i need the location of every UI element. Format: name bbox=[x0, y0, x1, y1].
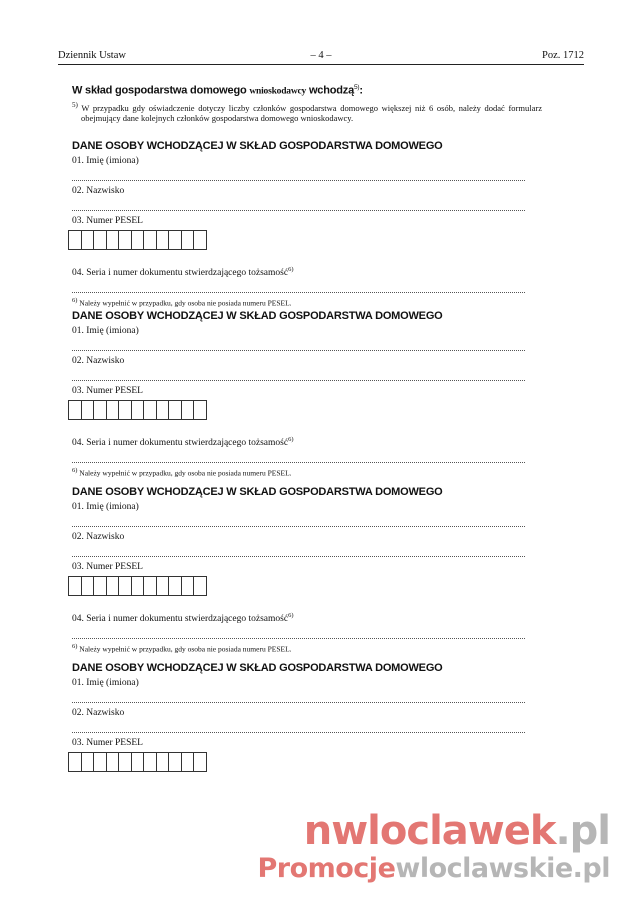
watermark-logo-line-1: nwloclawek.pl bbox=[303, 808, 610, 854]
household-member-section-3 bbox=[72, 486, 542, 654]
pesel-footnote: $^{6)}$ Należy wypełnić w przypadku, gdy osoba nie posiada numeru PESEL. bbox=[72, 467, 292, 478]
pesel-digit-box[interactable] bbox=[93, 230, 107, 250]
pesel-digit-box[interactable] bbox=[131, 576, 145, 596]
page-number: – 4 – bbox=[310, 50, 332, 61]
document-field[interactable] bbox=[72, 626, 525, 639]
pesel-digit-box[interactable] bbox=[156, 230, 170, 250]
document-field[interactable] bbox=[72, 450, 525, 463]
pesel-digit-box[interactable] bbox=[81, 576, 95, 596]
pesel-digit-box[interactable] bbox=[68, 752, 82, 772]
pesel-digit-box[interactable] bbox=[181, 400, 195, 420]
section-title: DANE OSOBY WCHODZĄCEJ W SKŁAD GOSPODARSTWA DOMOWEGO bbox=[72, 310, 443, 322]
pesel-digit-box[interactable] bbox=[106, 752, 120, 772]
last-name-field[interactable] bbox=[72, 544, 525, 557]
first-name-label: 01. Imię (imiona) bbox=[72, 156, 139, 166]
pesel-digit-box[interactable] bbox=[143, 400, 157, 420]
pesel-digit-box[interactable] bbox=[156, 576, 170, 596]
pesel-digit-box[interactable] bbox=[106, 230, 120, 250]
pesel-digit-box[interactable] bbox=[193, 752, 207, 772]
pesel-digit-box[interactable] bbox=[81, 752, 95, 772]
last-name-field[interactable] bbox=[72, 198, 525, 211]
pesel-digit-box[interactable] bbox=[181, 576, 195, 596]
first-name-label: 01. Imię (imiona) bbox=[72, 502, 139, 512]
section-title: DANE OSOBY WCHODZĄCEJ W SKŁAD GOSPODARSTWA DOMOWEGO bbox=[72, 140, 443, 152]
pesel-boxes bbox=[68, 400, 542, 420]
pesel-digit-box[interactable] bbox=[168, 752, 182, 772]
household-member-section-1 bbox=[72, 140, 542, 308]
pesel-boxes bbox=[68, 576, 542, 596]
pesel-digit-box[interactable] bbox=[106, 400, 120, 420]
document-field[interactable] bbox=[72, 280, 525, 293]
pesel-digit-box[interactable] bbox=[131, 230, 145, 250]
pesel-digit-box[interactable] bbox=[193, 230, 207, 250]
pesel-digit-box[interactable] bbox=[118, 400, 132, 420]
last-name-field[interactable] bbox=[72, 368, 525, 381]
pesel-footnote: $^{6)}$ Należy wypełnić w przypadku, gdy osoba nie posiada numeru PESEL. bbox=[72, 297, 292, 308]
pesel-label: 03. Numer PESEL bbox=[72, 562, 143, 572]
pesel-label: 03. Numer PESEL bbox=[72, 386, 143, 396]
watermark-logo-line-2: Promocjewloclawskie.pl bbox=[257, 853, 610, 884]
pesel-boxes bbox=[68, 230, 542, 250]
pesel-digit-box[interactable] bbox=[168, 230, 182, 250]
position-number: Poz. 1712 bbox=[542, 50, 584, 61]
pesel-digit-box[interactable] bbox=[181, 752, 195, 772]
pesel-digit-box[interactable] bbox=[168, 576, 182, 596]
first-name-label: 01. Imię (imiona) bbox=[72, 678, 139, 688]
document-label: 04. Seria i numer dokumentu stwierdzającego tożsamość$^{6)}$ bbox=[72, 266, 294, 279]
first-name-label: 01. Imię (imiona) bbox=[72, 326, 139, 336]
last-name-label: 02. Nazwisko bbox=[72, 186, 125, 196]
section-title: DANE OSOBY WCHODZĄCEJ W SKŁAD GOSPODARSTWA DOMOWEGO bbox=[72, 486, 443, 498]
pesel-label: 03. Numer PESEL bbox=[72, 738, 143, 748]
household-member-section-2 bbox=[72, 310, 542, 478]
pesel-digit-box[interactable] bbox=[106, 576, 120, 596]
last-name-label: 02. Nazwisko bbox=[72, 356, 125, 366]
pesel-digit-box[interactable] bbox=[118, 752, 132, 772]
first-name-field[interactable] bbox=[72, 514, 525, 527]
pesel-digit-box[interactable] bbox=[81, 230, 95, 250]
pesel-digit-box[interactable] bbox=[156, 752, 170, 772]
pesel-digit-box[interactable] bbox=[143, 752, 157, 772]
pesel-digit-box[interactable] bbox=[68, 230, 82, 250]
first-name-field[interactable] bbox=[72, 690, 525, 703]
pesel-digit-box[interactable] bbox=[193, 400, 207, 420]
pesel-digit-box[interactable] bbox=[68, 400, 82, 420]
pesel-digit-box[interactable] bbox=[93, 400, 107, 420]
pesel-label: 03. Numer PESEL bbox=[72, 216, 143, 226]
pesel-digit-box[interactable] bbox=[118, 576, 132, 596]
pesel-digit-box[interactable] bbox=[168, 400, 182, 420]
pesel-digit-box[interactable] bbox=[118, 230, 132, 250]
pesel-digit-box[interactable] bbox=[181, 230, 195, 250]
document-label: 04. Seria i numer dokumentu stwierdzającego tożsamość$^{6)}$ bbox=[72, 436, 294, 449]
pesel-digit-box[interactable] bbox=[131, 400, 145, 420]
pesel-footnote: $^{6)}$ Należy wypełnić w przypadku, gdy osoba nie posiada numeru PESEL. bbox=[72, 643, 292, 654]
last-name-label: 02. Nazwisko bbox=[72, 532, 125, 542]
intro-title: W skład gospodarstwa domowego wnioskodawcy wchodzą$^{5)}$: bbox=[72, 84, 363, 97]
pesel-digit-box[interactable] bbox=[156, 400, 170, 420]
last-name-field[interactable] bbox=[72, 720, 525, 733]
household-intro bbox=[72, 84, 542, 124]
section-title: DANE OSOBY WCHODZĄCEJ W SKŁAD GOSPODARSTWA DOMOWEGO bbox=[72, 662, 443, 674]
pesel-digit-box[interactable] bbox=[93, 752, 107, 772]
first-name-field[interactable] bbox=[72, 338, 525, 351]
pesel-digit-box[interactable] bbox=[143, 230, 157, 250]
pesel-digit-box[interactable] bbox=[131, 752, 145, 772]
document-label: 04. Seria i numer dokumentu stwierdzającego tożsamość$^{6)}$ bbox=[72, 612, 294, 625]
page-header bbox=[58, 50, 584, 65]
pesel-boxes bbox=[68, 752, 542, 772]
pesel-digit-box[interactable] bbox=[143, 576, 157, 596]
journal-name: Dziennik Ustaw bbox=[58, 50, 126, 61]
last-name-label: 02. Nazwisko bbox=[72, 708, 125, 718]
pesel-digit-box[interactable] bbox=[93, 576, 107, 596]
pesel-digit-box[interactable] bbox=[81, 400, 95, 420]
household-member-section-4 bbox=[72, 662, 542, 772]
pesel-digit-box[interactable] bbox=[193, 576, 207, 596]
first-name-field[interactable] bbox=[72, 168, 525, 181]
intro-footnote: $^{5)}$ W przypadku gdy oświadczenie dotyczy liczby członków gospodarstwa domowego większej niż 6 osób, należy dodać formularz obejmujący dane kolejnych członków gospodarstwa domowego wnioskodawcy. bbox=[72, 100, 542, 124]
pesel-digit-box[interactable] bbox=[68, 576, 82, 596]
